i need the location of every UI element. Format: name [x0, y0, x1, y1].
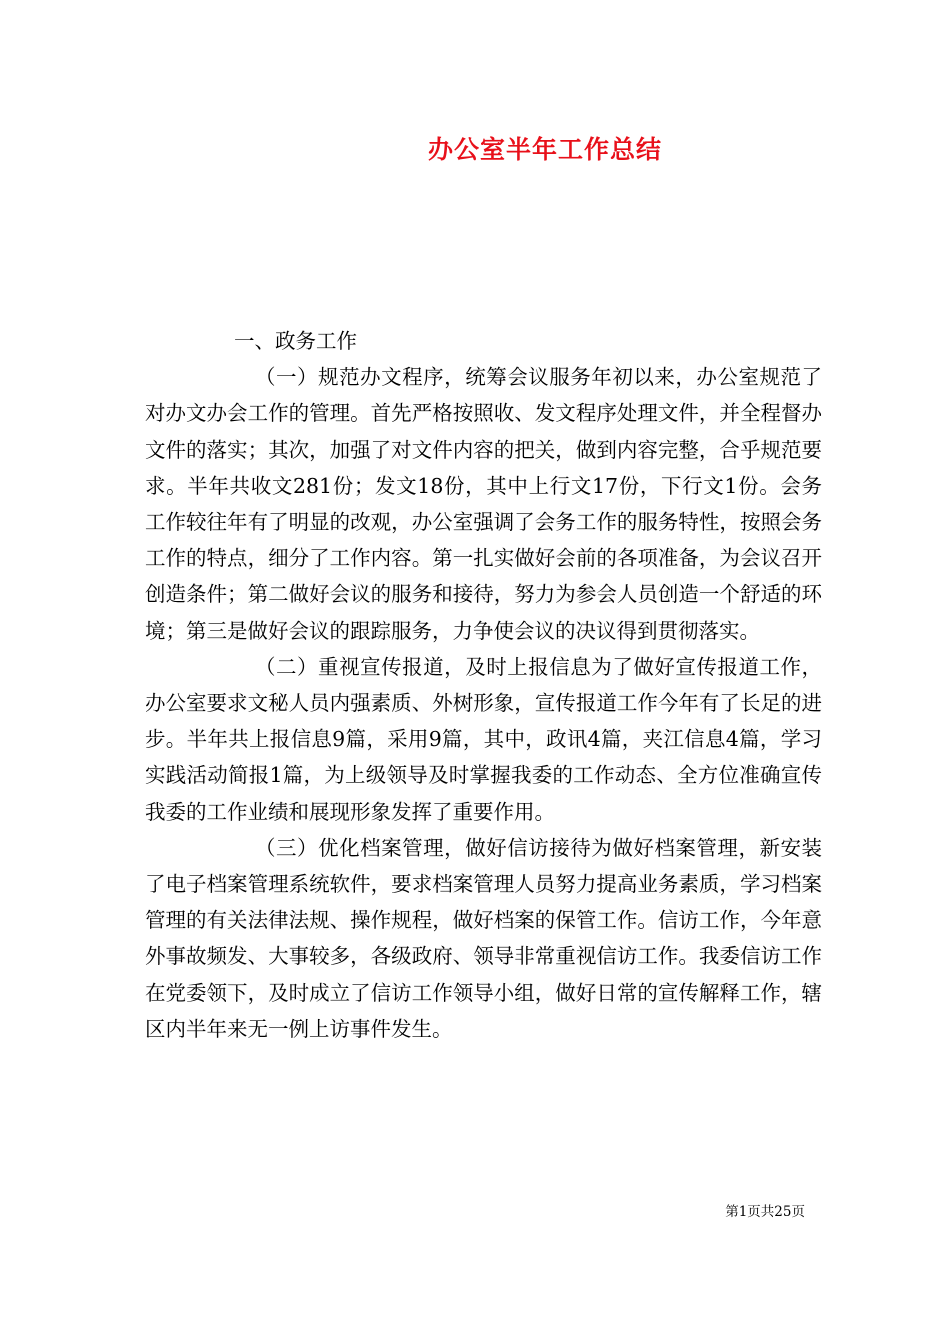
document-title: 办公室半年工作总结 — [427, 135, 662, 164]
paragraph-3: （三）优化档案管理，做好信访接待为做好档案管理，新安装了电子档案管理系统软件，要求档案管理人员努力提高业务素质，学习档案管理的有关法律法规、操作规程，做好档案的保管工作。信访工作，今年意外事故频发、大事较多，各级政府、领导非常重视信访工作。我委信访工作在党委领下，及时成立了信访工作领导小组，做好日常的宣传解释工作，辖区内半年来无一例上访事件发生。 — [145, 835, 822, 1041]
paragraph-2: （二）重视宣传报道，及时上报信息为了做好宣传报道工作，办公室要求文秘人员内强素质、外树形象，宣传报道工作今年有了长足的进步。半年共上报信息9篇，采用9篇，其中，政讯4篇，夹江信息4篇，学习实践活动简报1篇，为上级领导及时掌握我委的工作动态、全方位准确宣传我委的工作业绩和展现形象发挥了重要作用。 — [145, 654, 822, 824]
section-heading: 一、政务工作 — [234, 329, 357, 353]
page-number-footer: 第1页共25页 — [725, 1204, 805, 1220]
paragraph-1: （一）规范办文程序，统筹会议服务年初以来，办公室规范了对办文办会工作的管理。首先严格按照收、发文程序处理文件，并全程督办文件的落实；其次，加强了对文件内容的把关，做到内容完整，合乎规范要求。半年共收文281份；发文18份，其中上行文17份，下行文1份。会务工作较往年有了明显的改观，办公室强调了会务工作的服务特性，按照会务工作的特点，细分了工作内容。第一扎实做好会前的各项准备，为会议召开创造条件；第二做好会议的服务和接待，努力为参会人员创造一个舒适的环境；第三是做好会议的跟踪服务，力争使会议的决议得到贯彻落实。 — [145, 365, 822, 643]
document-body — [145, 323, 822, 1047]
